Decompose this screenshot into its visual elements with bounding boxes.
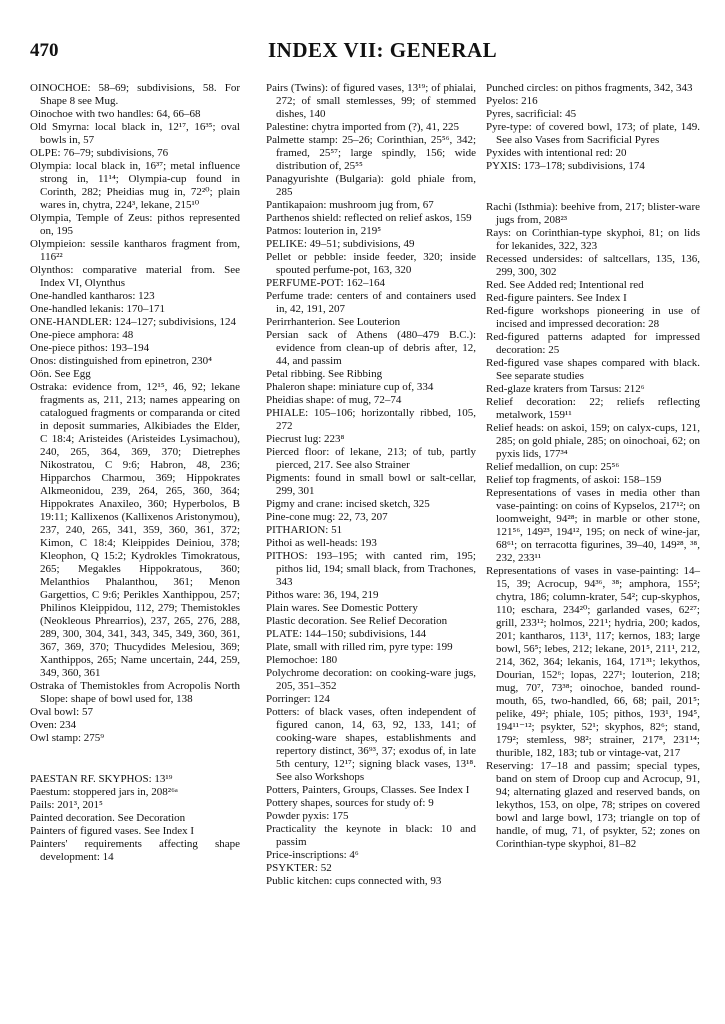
index-entry: Red-figure painters. See Index I [486,292,627,304]
index-entry: Red-figured vase shapes compared with black. See separate studies [486,357,700,382]
index-entry: Owl stamp: 275⁹ [30,732,105,744]
index-entry: Relief medallion, on cup: 25⁵⁶ [486,461,620,473]
index-entry: PELIKE: 49–51; subdivisions, 49 [266,238,415,250]
index-entry: OINOCHOE: 58–69; subdivisions, 58. For Shape 8 see Mug. [30,82,240,107]
index-entry: Red. See Added red; Intentional red [486,279,644,291]
index-entry: Red-figured patterns adapted for impressed decoration: 25 [486,331,700,356]
index-entry: One-piece pithos: 193–194 [30,342,150,354]
index-entry: PITHOS: 193–195; with canted rim, 195; pithos lid, 194; small black, from Trachones, 343 [266,550,476,588]
index-entry: Representations of vases in media other than vase-painting: on coins of Kypselos, 217¹²; on loomweight, 94²⁸; in marble or other stone, 121⁵⁶, 149²³, 194¹², 195; on neck of wine-jar, 68⁶¹; on terracotta figurines, 39–40, 149²⁸, ³⁸, 232, 233¹¹ [486,487,700,564]
index-entry: Petal ribbing. See Ribbing [266,368,383,380]
index-column-3 [486,82,700,851]
index-entry: Price-inscriptions: 4⁶ [266,849,359,861]
index-entry: Reserving: 17–18 and passim; special types, band on stem of Droop cup and Acrocup, 91, 94; alternating glazed and reserved bands, on lekythos, 153, on olpe, 78; stripes on covered bowl and large bowl, 173; triangle on top of handle, of mug, 71, of psykter, 52; zones on Corinthian-type skyphoi, 81–82 [486,760,700,850]
index-entry: Pyxides with intentional red: 20 [486,147,627,159]
index-entry: PSYKTER: 52 [266,862,332,874]
index-entry: Palmette stamp: 25–26; Corinthian, 25⁵⁶, 342; framed, 25⁵⁷; large spindly, 156; wide distribution of, 25⁵⁵ [266,134,476,172]
index-columns [30,82,702,1012]
index-entry: Oön. See Egg [30,368,91,380]
index-entry: Relief top fragments, of askoi: 158–159 [486,474,662,486]
index-entry: Pails: 201³, 201⁵ [30,799,103,811]
index-entry: Olympia: local black in, 16³⁷; metal influence strong in, 11¹⁴; Olympia-cup found in Corinth, 282; Pheidias mug in, 72²⁰; plain wares in, chytra, 224³, lekane, 215¹⁰ [30,160,240,211]
index-entry: Pigments: found in small bowl or salt-cellar, 299, 301 [266,472,476,497]
index-entry: Pyelos: 216 [486,95,538,107]
index-entry: Plain wares. See Domestic Pottery [266,602,418,614]
index-entry: Olympieion: sessile kantharos fragment from, 116²² [30,238,240,263]
index-entry: Panagyurishte (Bulgaria): gold phiale from, 285 [266,173,476,198]
index-entry: Ostraka: evidence from, 12¹⁵, 46, 92; lekane fragments as, 211, 213; names appearing on catalogued fragments or comparanda or cited in deposit summaries, Alkibiades the Elder, C 18:4; Aristeides (Aristeides Lysimachou), 240, 265, 364, 369, 370; Dietrephes Nikostratou, C 9:6; Habron, 48, 236; Hipparchos Charmou, 369; Hippokrates Alkmeonidou, 239, 264, 265, 360, 364; Hippokrates Anaxileo, 360; Hyperbolos, B 19:11; Kallixenos (Kallixenos Aristonymou), 237, 240, 265, 341, 359, 360, 361, 372; Kimon, C 18:4; Kleippides Deiniou, 378; Kleophon, Q 15:2; Kydrokles Timokratous, 265; Megakles Hippokratous, 360; Melanthios Phalanthou, 361; Menon Gargettios, C 9:6; Perikles Xanthippou, 257; Philinos Kleippidou, 112, 279; Themistokles (Neokleous Phrearrios), 237, 265, 276, 288, 289, 300, 304, 341, 343, 345, 349, 360, 361, 367, 369, 370; Thucydides Melesiou, 369; Xanthippos, 265; Name uncertain, 244, 259, 349, 360, 361 [30,381,240,679]
index-entry: Pine-cone mug: 22, 73, 207 [266,511,388,523]
index-entry: One-handled lekanis: 170–171 [30,303,166,315]
index-entry: Paestum: stoppered jars in, 208²⁶ᵃ [30,786,178,798]
index-entry: ONE-HANDLER: 124–127; subdivisions, 124 [30,316,236,328]
index-entry: Parthenos shield: reflected on relief askos, 159 [266,212,472,224]
index-entry: Pellet or pebble: inside feeder, 320; inside spouted perfume-pot, 163, 320 [266,251,476,276]
index-entry: Painted decoration. See Decoration [30,812,186,824]
index-entry: Pantikapaion: mushroom jug from, 67 [266,199,434,211]
index-entry: Public kitchen: cups connected with, 93 [266,875,442,887]
index-entry: Piecrust lug: 223⁸ [266,433,345,445]
index-entry: PHIALE: 105–106; horizontally ribbed, 105, 272 [266,407,476,432]
index-entry: Olynthos: comparative material from. See Index VI, Olynthus [30,264,240,289]
index-entry: OLPE: 76–79; subdivisions, 76 [30,147,169,159]
index-entry: Pierced floor: of lekane, 213; of tub, partly pierced, 217. See also Strainer [266,446,476,471]
index-entry: Oven: 234 [30,719,77,731]
index-entry: Pheidias shape: of mug, 72–74 [266,394,402,406]
index-entry: Rays: on Corinthian-type skyphoi, 81; on lids for lekanides, 322, 323 [486,227,700,252]
index-entry: Oval bowl: 57 [30,706,93,718]
index-entry: Persian sack of Athens (480–479 B.C.): evidence from clean-up of debris after, 12, 44, and passim [266,329,476,367]
index-entry: Painters of figured vases. See Index I [30,825,195,837]
index-entry: Representations of vases in vase-painting: 14–15, 39; Acrocup, 94³⁶, ³⁸; amphora, 155²; chytra, 186; column-krater, 54²; cup-skyphos, 110; eschara, 234²⁰; garlanded vases, 62²⁷; grill, 233¹²; holmos, 221¹; hydria, 200; kados, 201; kantharos, 113¹, 117; kernos, 183; large bowl, 56⁵; lebes, 212; lekane, 201⁵, 211¹, 212, 214, 362, 364; lekanis, 164, 171³¹; lekythos, Dourian, 152⁶; lopas, 227¹; louterion, 218; mug, 70⁷, 73³⁸; oinochoe, banded round-mouth, 65, two-handled, 66, 68; pail, 201⁵; pelike, 49²; phiale, 105; pithos, 193¹, 194⁵, 194¹¹⁻¹²; psykter, 52¹; skyphos, 82⁶; stand, 179²; stemless, 98²; strainer, 217⁸, 231¹⁴; thurible, 182, 183; tub or vintage-vat, 217 [486,565,700,759]
index-entry: Pyres, sacrificial: 45 [486,108,577,120]
index-entry: Pyre-type: of covered bowl, 173; of plate, 149. See also Vases from Sacrificial Pyres [486,121,700,146]
page-number: 470 [30,40,59,61]
index-entry: Polychrome decoration: on cooking-ware jugs, 205, 351–352 [266,667,476,692]
index-entry: Recessed undersides: of saltcellars, 135, 136, 299, 300, 302 [486,253,700,278]
index-entry: Powder pyxis: 175 [266,810,349,822]
index-entry: Ostraka of Themistokles from Acropolis North Slope: shape of bowl used for, 138 [30,680,240,705]
index-entry: PYXIS: 173–178; subdivisions, 174 [486,160,645,172]
index-entry: Plate, small with rilled rim, pyre type: 199 [266,641,453,653]
index-entry: PERFUME-POT: 162–164 [266,277,385,289]
index-entry: Oinochoe with two handles: 64, 66–68 [30,108,201,120]
index-entry: Punched circles: on pithos fragments, 342, 343 [486,82,693,94]
index-entry: PITHARION: 51 [266,524,343,536]
index-entry: One-handled kantharos: 123 [30,290,155,302]
index-column-1 [30,82,240,864]
index-entry: Pottery shapes, sources for study of: 9 [266,797,434,809]
index-entry: Plastic decoration. See Relief Decoration [266,615,448,627]
page-title: INDEX VII: GENERAL [268,38,498,62]
index-entry: Pigmy and crane: incised sketch, 325 [266,498,430,510]
index-entry: Red-figure workshops pioneering in use of incised and impressed decoration: 28 [486,305,700,330]
index-column-2 [266,82,476,888]
index-entry: PLATE: 144–150; subdivisions, 144 [266,628,427,640]
index-entry: Pithos ware: 36, 194, 219 [266,589,379,601]
index-entry: Relief decoration: 22; reliefs reflecting metalwork, 159¹¹ [486,396,700,421]
index-entry: Relief heads: on askoi, 159; on calyx-cups, 121, 285; on gold phiale, 285; on oinochoai, 62; on pyxis lids, 177³⁴ [486,422,700,460]
index-entry: Pithoi as well-heads: 193 [266,537,377,549]
index-entry: Perirrhanterion. See Louterion [266,316,401,328]
index-entry: One-piece amphora: 48 [30,329,134,341]
index-entry: Olympia, Temple of Zeus: pithos represented on, 195 [30,212,240,237]
index-entry: Potters: of black vases, often independent of figured canon, 14, 63, 92, 133, 141; of cooking-ware shapes, establishments and repertory distinct, 36⁹³, 37; exodus of, in late 5th century, 12¹⁷; signing black vases, 13¹⁸. See also Workshops [266,706,476,783]
index-entry: Red-glaze kraters from Tarsus: 212⁶ [486,383,645,395]
index-entry: Porringer: 124 [266,693,330,705]
index-entry: Plemochoe: 180 [266,654,338,666]
index-entry: PAESTAN RF. SKYPHOS: 13¹⁹ [30,773,173,785]
index-entry: Onos: distinguished from epinetron, 230⁴ [30,355,212,367]
index-entry: Palestine: chytra imported from (?), 41, 225 [266,121,460,133]
index-entry: Potters, Painters, Groups, Classes. See Index I [266,784,470,796]
index-entry: Patmos: louterion in, 219⁵ [266,225,382,237]
letter-group-gap [30,745,240,773]
index-entry: Perfume trade: centers of and containers used in, 42, 191, 207 [266,290,476,315]
index-entry: Old Smyrna: local black in, 12¹⁷, 16³⁵; oval bowls in, 57 [30,121,240,146]
index-entry: Practicality the keynote in black: 10 and passim [266,823,476,848]
letter-group-gap [486,173,700,201]
index-entry: Pairs (Twins): of figured vases, 13¹⁹; of phialai, 272; of small stemlesses, 99; of stemmed dishes, 140 [266,82,476,120]
index-entry: Rachi (Isthmia): beehive from, 217; blister-ware jugs from, 208²³ [486,201,700,226]
index-entry: Phaleron shape: miniature cup of, 334 [266,381,434,393]
index-entry: Painters' requirements affecting shape development: 14 [30,838,240,863]
